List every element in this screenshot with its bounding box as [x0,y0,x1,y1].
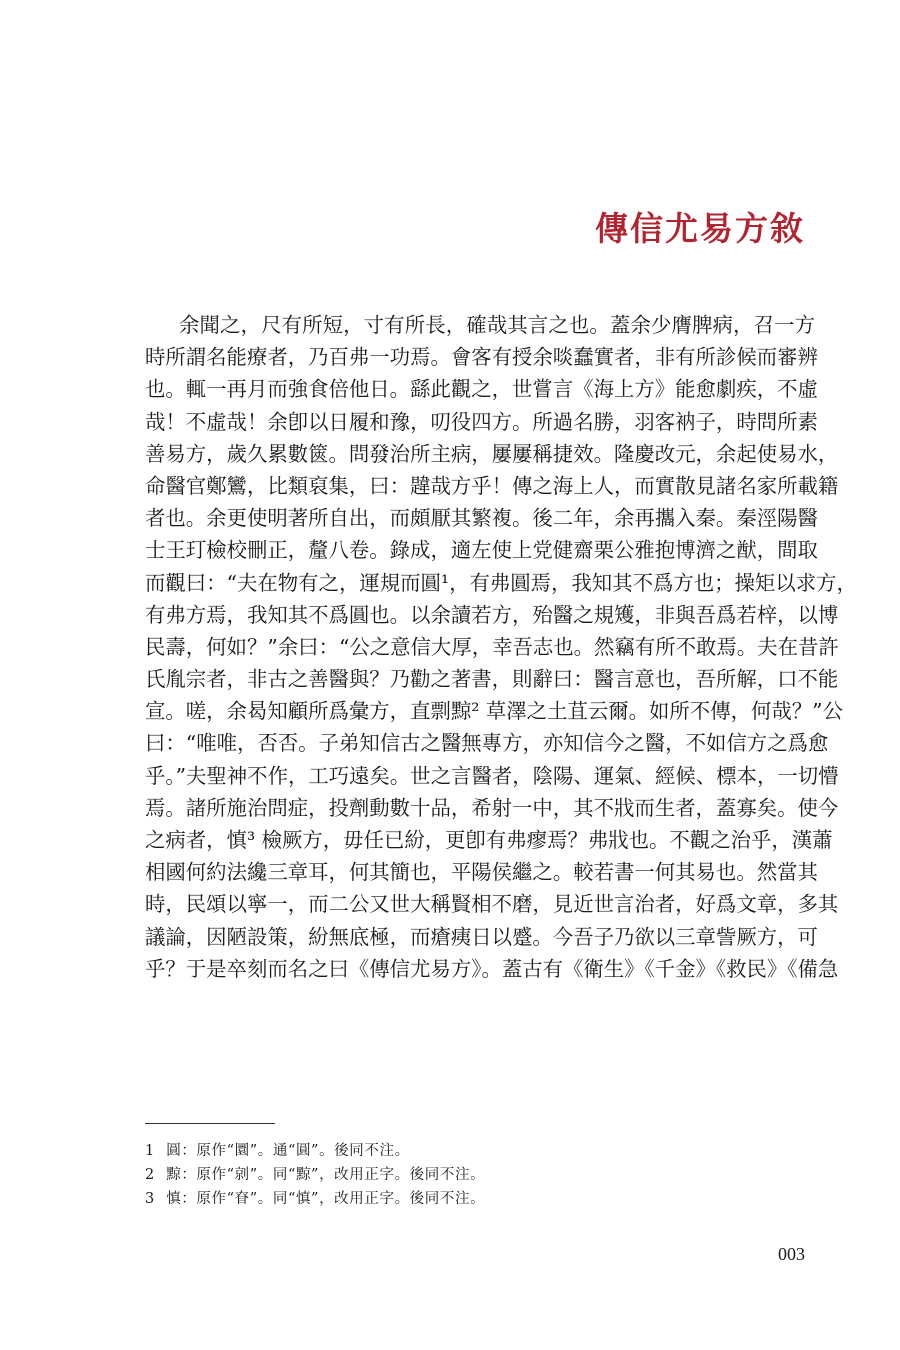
footnote-text: 黥：原作“剠”。同“黥”，改用正字。後同不注。 [166,1167,486,1183]
body-line: 議論，因陋設策，紛無底極，而瘡痍日以蹙。今吾子乃欲以三章訾厥方，可 [145,924,818,949]
footnotes [145,1139,485,1211]
footnote-rule [145,1123,275,1124]
body-line: 曰：“唯唯，否否。子弟知信古之醫無專方，亦知信今之醫，不如信方之爲愈 [145,731,829,756]
page-title: 傳信尤易方敘 [595,209,805,248]
body-line: 之病者，慎³ 檢厥方，毋任已紛，更卽有弗瘳焉？弗戕也。不觀之治乎，漢蕭 [145,828,833,852]
body-line: 乎？于是卒刻而名之曰《傳信尤易方》。蓋古有《衛生》《千金》《救民》《備急 [145,956,839,981]
body-line: 時，民頌以寧一，而二公又世大稱賢相不磨，見近世言治者，好爲文章，多其 [145,892,839,917]
body-line: 命醫官鄭鸞，比類裒集，曰：韙哉方乎！傳之海上人，而實散見諸名家所載籍 [145,473,839,498]
body-line: 乎。”夫聖神不作，工巧遠矣。世之言醫者，陰陽、運氣、經候、標本，一切懵 [145,763,839,788]
footnote-text: 慎：原作“眘”。同“慎”，改用正字。後同不注。 [166,1191,486,1207]
body-line: 焉。諸所施治問症，投劑動數十品，希射一中，其不戕而生者，蓋寡矣。使今 [145,795,839,820]
footnote-number: 3 [145,1191,155,1207]
body-line: 民壽，何如？”余曰：“公之意信大厚，幸吾志也。然竊有所不敢焉。夫在昔許 [145,634,839,659]
body-line: 時所謂名能療者，乃百弗一功焉。會客有授余啖蠢實者，非有所診候而審辨 [145,345,818,370]
body-line: 善易方，歲久累數篋。問發治所主病，屢屢稱捷效。隆慶改元，余起使易水， [145,441,839,466]
footnote-text: 圓：原作“圜”。通“圓”。後同不注。 [166,1143,410,1159]
footnote-item [145,1187,485,1211]
footnote-item [145,1139,485,1163]
body-line: 也。輒一再月而強食倍他日。繇此觀之，世嘗言《海上方》能愈劇疾，不虛 [145,377,818,402]
body-line: 有弗方焉，我知其不爲圓也。以余讀若方，殆醫之規矱，非與吾爲若梓，以博 [145,602,839,627]
body-line: 氏胤宗者，非古之善醫與？乃勸之著書，則辭曰：醫言意也，吾所解，口不能 [145,667,839,692]
body-line: 余聞之，尺有所短，寸有所長，確哉其言之也。蓋余少膺脾病，召一方 [179,313,815,337]
body-line: 者也。余更使明著所自出，而頗厭其繁複。後二年，余再攜入秦。秦涇陽醫 [145,506,818,531]
body-line: 哉！不虛哉！余卽以日履和豫，叨役四方。所過名勝，羽客衲子，時問所素 [145,409,818,434]
body-line: 相國何約法纔三章耳，何其簡也，平陽侯繼之。較若書一何其易也。然當其 [145,860,818,885]
body-line: 而觀曰：“夫在物有之，運規而圓¹，有弗圓焉，我知其不爲方也；操矩以求方， [145,570,857,595]
footnote-number: 1 [145,1143,155,1159]
page-number: 003 [778,1244,805,1264]
body-text [145,309,857,985]
footnote-number: 2 [145,1167,155,1183]
body-line: 宣。嗟，余曷知顧所爲彙方，直剽黥² 草澤之土苴云爾。如所不傳，何哉？”公 [145,699,843,724]
body-line: 士王玎檢校刪正，釐八卷。錄成，適左使上党健齋栗公雅抱博濟之猷，間取 [145,538,818,563]
footnote-item [145,1163,485,1187]
